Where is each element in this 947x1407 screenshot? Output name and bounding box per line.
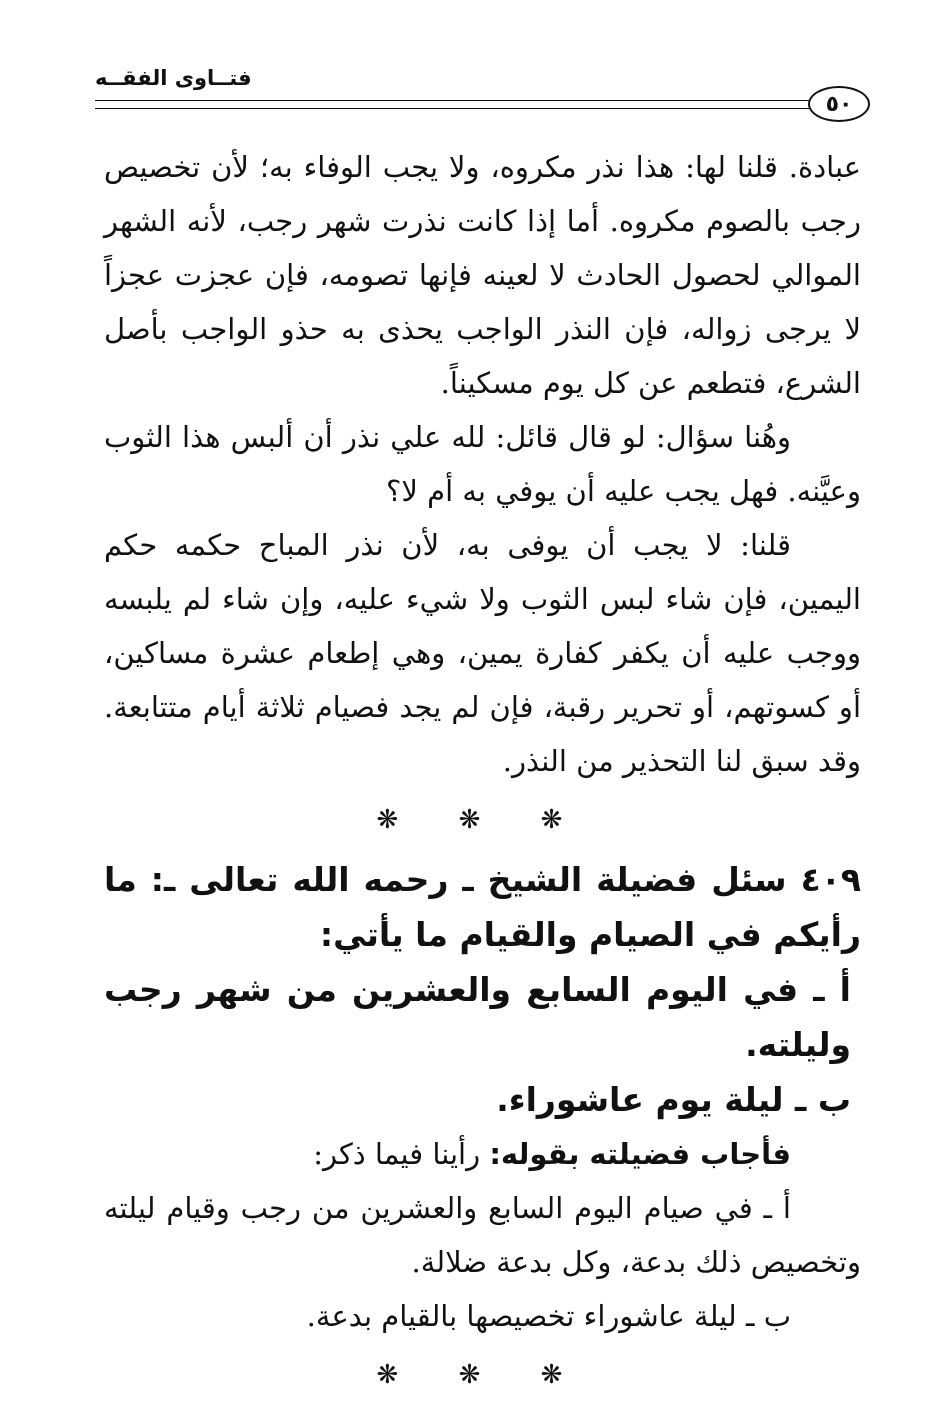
question-heading: ٤٠٩ سئل فضيلة الشيخ ـ رحمه الله تعالى ـ: ما رأيكم في الصيام والقيام ما يأتي: bbox=[104, 860, 861, 954]
page-number-badge: ٥٠ bbox=[808, 86, 870, 122]
header-rule-top bbox=[95, 100, 810, 101]
answer-item-a: أ ـ في صيام اليوم السابع والعشرين من رجب وقيام ليلته وتخصيص ذلك بدعة، وكل بدعة ضلالة. bbox=[104, 1191, 861, 1279]
header-rule-bottom bbox=[95, 108, 810, 109]
section-separator: ❋ ❋ ❋ bbox=[376, 805, 589, 835]
paragraph-1: عبادة. قلنا لها: هذا نذر مكروه، ولا يجب الوفاء به؛ لأن تخصيص رجب بالصوم مكروه. أما إذا كانت نذرت شهر رجب، لأنه الشهر الموالي لحصول الحادث لا لعينه فإنها تصومه، فإن عجزت عجزاً لا يرجى زواله، فإن النذر الواجب يحذى به حذو الواجب بأصل الشرع، فتطعم عن كل يوم مسكيناً. bbox=[104, 150, 861, 400]
answer-item-b: ب ـ ليلة عاشوراء تخصيصها بالقيام بدعة. bbox=[306, 1299, 791, 1333]
answer-intro-text: رأينا فيما ذكر: bbox=[313, 1137, 490, 1171]
closing-separator: ❋ ❋ ❋ bbox=[376, 1360, 589, 1390]
page-content bbox=[104, 140, 861, 1407]
running-header-title: فتــاوى الفقــه bbox=[95, 66, 252, 90]
paragraph-2: وهُنا سؤال: لو قال قائل: لله علي نذر أن ألبس هذا الثوب وعيَّنه. فهل يجب عليه أن يوفي به أم لا؟ bbox=[104, 420, 861, 508]
answer-label: فأجاب فضيلته بقوله: bbox=[489, 1137, 791, 1171]
paragraph-3: قلنا: لا يجب أن يوفى به، لأن نذر المباح حكمه حكم اليمين، فإن شاء لبس الثوب ولا شيء عليه، وإن شاء لم يلبسه ووجب عليه أن يكفر كفارة يمين، وهي إطعام عشرة مساكين، أو كسوتهم، أو تحرير رقبة، فإن لم يجد فصيام ثلاثة أيام متتابعة. وقد سبق لنا التحذير من النذر. bbox=[104, 528, 861, 778]
question-item-b: ب ـ ليلة يوم عاشوراء. bbox=[496, 1080, 851, 1119]
question-item-a: أ ـ في اليوم السابع والعشرين من شهر رجب وليلته. bbox=[104, 970, 851, 1064]
answer-intro bbox=[104, 1127, 861, 1181]
